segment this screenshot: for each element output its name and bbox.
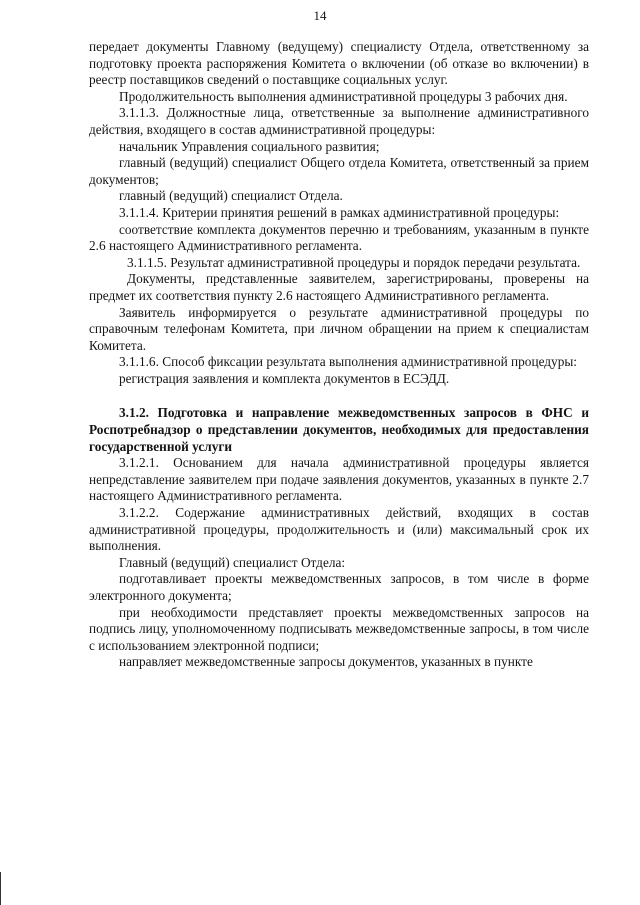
paragraph: соответствие комплекта документов перечню и требованиям, указанным в пункте 2.6 настоящего Административного регламента. — [89, 221, 589, 254]
paragraph: 3.1.1.6. Способ фиксации результата выполнения административной процедуры: — [119, 354, 577, 370]
paragraph: главный (ведущий) специалист Общего отдела Комитета, ответственный за прием документов; — [89, 155, 589, 187]
paragraph: 3.1.1.4. Критерии принятия решений в рамках административной процедуры: — [119, 204, 560, 220]
paragraph: при необходимости представляет проекты межведомственных запросов на подпись лицу, уполномоченному подписывать межведомственные запросы, в том числе с использованием электронной подписи; — [89, 604, 589, 653]
paragraph: 3.1.2.2. Содержание административных действий, входящих в состав административной процедуры, продолжительность и (или) максимальный срок их выполнения. — [89, 505, 589, 554]
paragraph: Заявитель информируется о результате административной процедуры по справочным телефонам Комитета, при личном обращении на прием к специалистам Комитета. — [89, 304, 589, 353]
paragraph: подготавливает проекты межведомственных запросов, в том числе в форме электронного документа; — [89, 571, 589, 603]
paragraph: направляет межведомственные запросы документов, указанных в пункте — [119, 654, 533, 670]
paragraph: Документы, представленные заявителем, зарегистрированы, проверены на предмет их соответствия пункту 2.6 настоящего Административного регламента. — [89, 271, 589, 303]
paragraph: регистрация заявления и комплекта документов в ЕСЭДД. — [119, 370, 450, 386]
paragraph: начальник Управления социального развития; — [119, 138, 380, 154]
paragraph: 3.1.1.3. Должностные лица, ответственные за выполнение административного действия, входящего в состав административной процедуры: — [89, 105, 589, 137]
page-number: 14 — [313, 8, 327, 23]
document-body — [89, 39, 589, 671]
paragraph: передает документы Главному (ведущему) специалисту Отдела, ответственному за подготовку проекта распоряжения Комитета о включении (об отказе во включении) в реестр поставщиков сведений о поставщике социальных услуг. — [89, 39, 589, 88]
paragraph: Главный (ведущий) специалист Отдела: — [119, 554, 346, 570]
section-heading: 3.1.2. Подготовка и направление межведомственных запросов в ФНС и Роспотребнадзор о представлении документов, необходимых для предоставления государственной услуги — [89, 405, 589, 454]
scan-edge-mark — [0, 872, 1, 905]
paragraph: главный (ведущий) специалист Отдела. — [119, 188, 343, 204]
paragraph: 3.1.2.1. Основанием для начала административной процедуры является непредставление заявителем при подаче заявления документов, указанных в пункте 2.7 настоящего Административного регламента. — [89, 455, 589, 504]
paragraph: 3.1.1.5. Результат административной процедуры и порядок передачи результата. — [127, 254, 581, 270]
paragraph: Продолжительность выполнения административной процедуры 3 рабочих дня. — [119, 88, 568, 104]
